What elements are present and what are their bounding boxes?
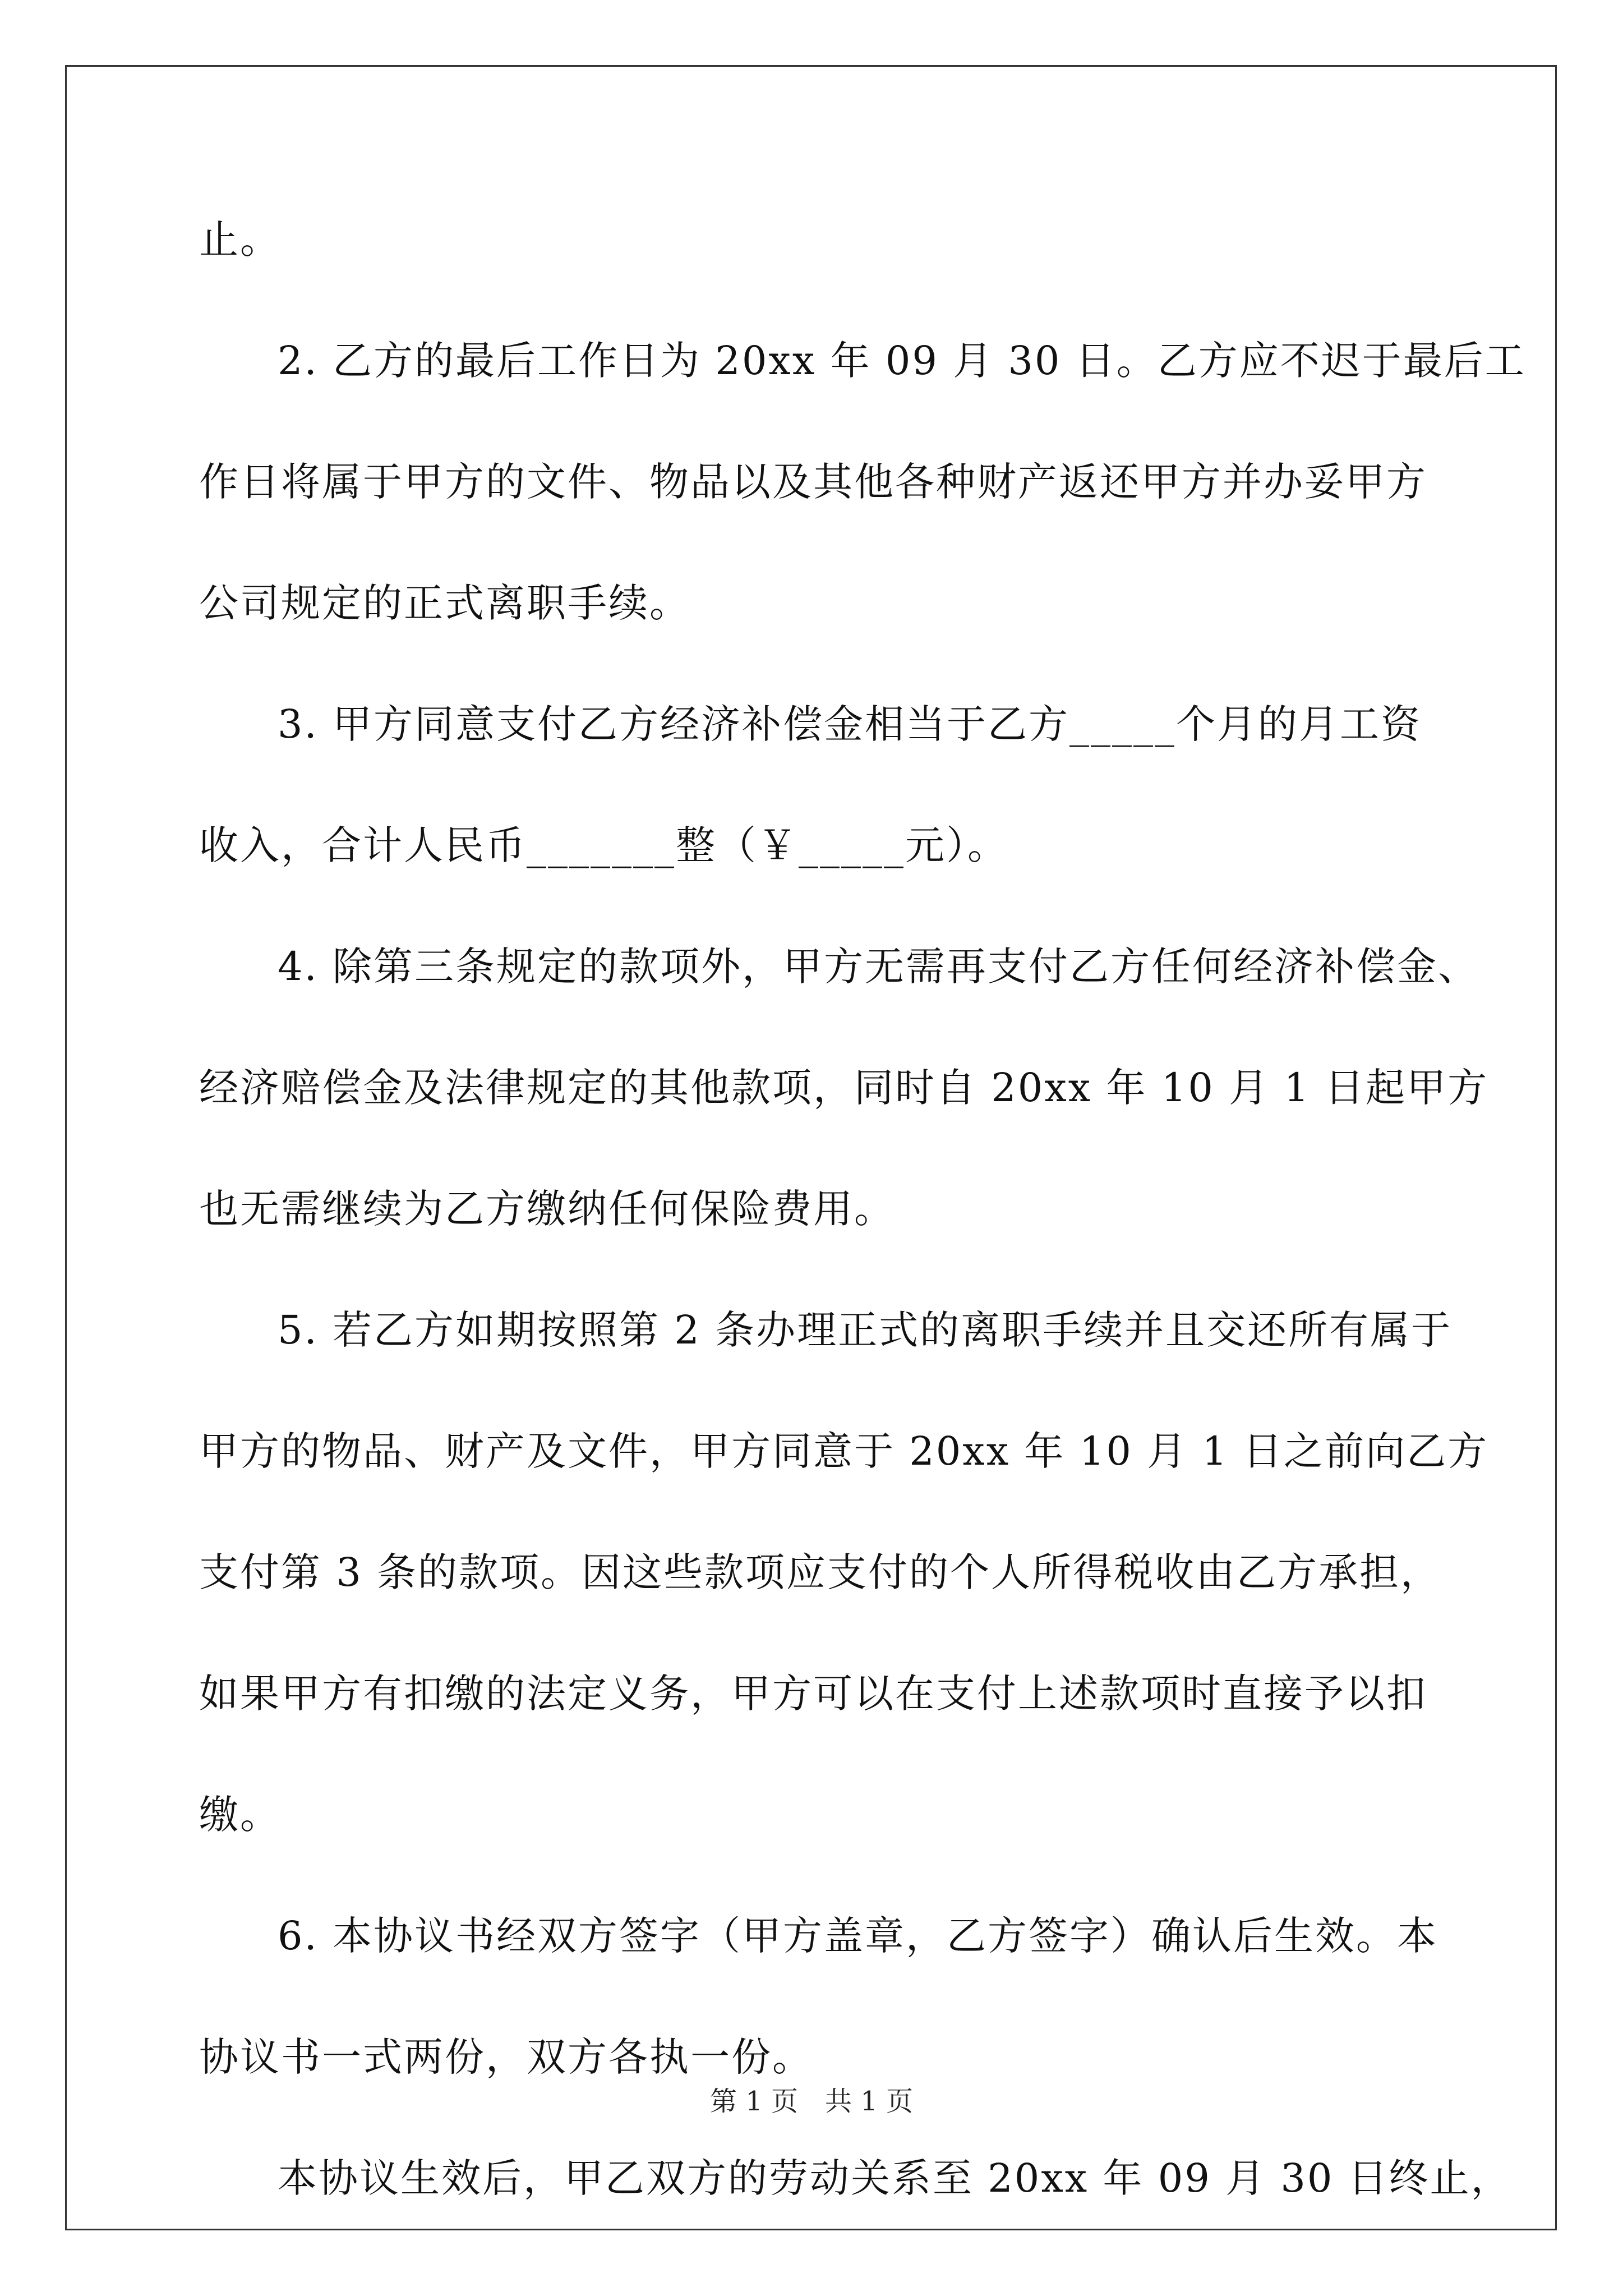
text-line: 甲方的物品、财产及文件，甲方同意于 20xx 年 10 月 1 日之前向乙方	[199, 1428, 1489, 1474]
text-line: 止。	[199, 217, 281, 263]
page-border	[65, 65, 1557, 2230]
text-line: 公司规定的正式离职手续。	[199, 580, 690, 626]
text-line: 收入，合计人民币_______整（￥_____元）。	[199, 822, 1008, 868]
clause-3-line: 3. 甲方同意支付乙方经济补偿金相当于乙方_____个月的月工资	[278, 701, 1422, 747]
text-line: 协议书一式两份，双方各执一份。	[199, 2034, 813, 2080]
text-line: 也无需继续为乙方缴纳任何保险费用。	[199, 1186, 895, 1232]
page-number-footer: 第 1 页 共 1 页	[709, 2086, 914, 2117]
text-line: 经济赔偿金及法律规定的其他款项，同时自 20xx 年 10 月 1 日起甲方	[199, 1065, 1489, 1111]
clause-5-line: 5. 若乙方如期按照第 2 条办理正式的离职手续并且交还所有属于	[278, 1307, 1453, 1353]
text-line: 缴。	[199, 1792, 281, 1838]
clause-4-line: 4. 除第三条规定的款项外，甲方无需再支付乙方任何经济补偿金、	[278, 944, 1479, 990]
clause-2-line: 2. 乙方的最后工作日为 20xx 年 09 月 30 日。乙方应不迟于最后工	[278, 338, 1526, 384]
closing-line: 本协议生效后，甲乙双方的劳动关系至 20xx 年 09 月 30 日终止，	[278, 2155, 1512, 2201]
text-line: 作日将属于甲方的文件、物品以及其他各种财产返还甲方并办妥甲方	[199, 459, 1427, 505]
text-line: 支付第 3 条的款项。因这些款项应支付的个人所得税收由乙方承担，	[199, 1549, 1442, 1595]
clause-6-line: 6. 本协议书经双方签字（甲方盖章，乙方签字）确认后生效。本	[278, 1913, 1438, 1959]
text-line: 如果甲方有扣缴的法定义务，甲方可以在支付上述款项时直接予以扣	[199, 1671, 1427, 1717]
